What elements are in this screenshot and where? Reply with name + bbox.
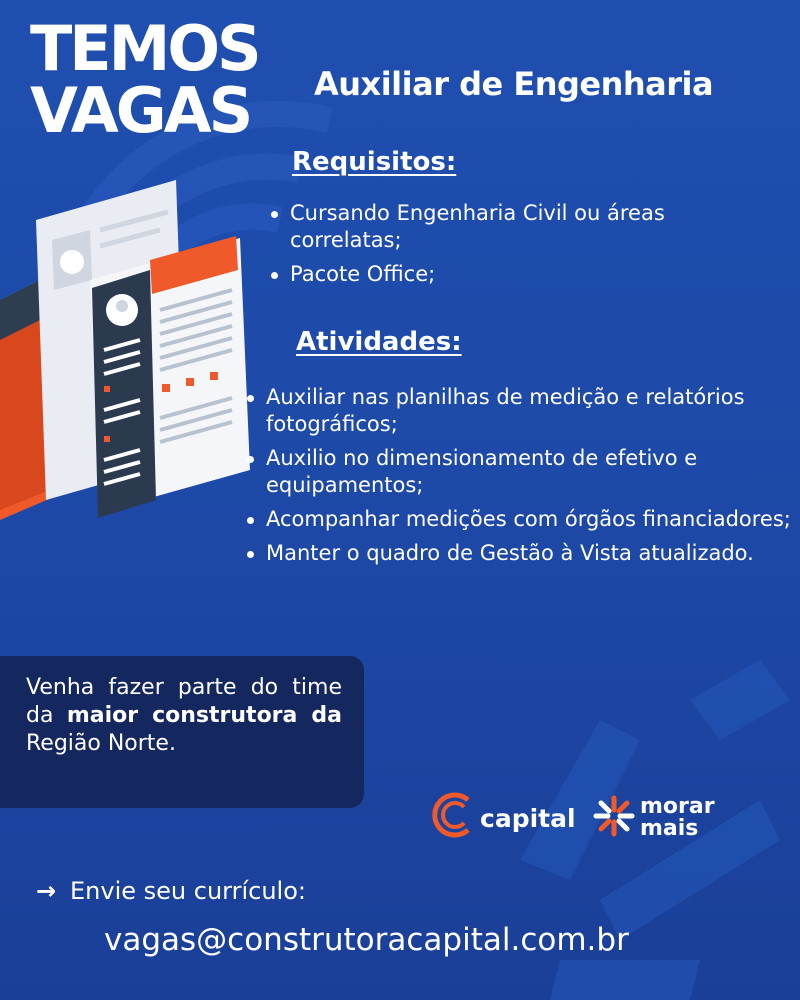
send-resume-label: Envie seu currículo: bbox=[70, 877, 306, 905]
morar-mais-logo bbox=[592, 794, 715, 842]
capital-logo bbox=[432, 790, 576, 850]
morar-wordmark-line-1: morar bbox=[640, 794, 715, 819]
contact-email-link[interactable]: vagas@construtoracapital.com.br bbox=[104, 922, 629, 958]
headline bbox=[30, 12, 259, 147]
brand-logos bbox=[432, 790, 752, 850]
morar-wordmark-line-2: mais bbox=[640, 816, 699, 841]
resume-documents-illustration bbox=[0, 170, 260, 530]
activities-list bbox=[240, 384, 800, 574]
activity-item: Acompanhar medições com órgãos financiadores; bbox=[266, 506, 800, 533]
headline-line-2: VAGAS bbox=[30, 74, 251, 147]
cta-text-part-2: Região Norte. bbox=[26, 731, 176, 756]
activity-item: Manter o quadro de Gestão à Vista atualizado. bbox=[266, 540, 800, 567]
activity-item: Auxilio no dimensionamento de efetivo e equipamentos; bbox=[266, 445, 800, 499]
call-to-action-text bbox=[26, 674, 342, 758]
cta-text-bold: maior construtora da bbox=[66, 703, 342, 728]
requirements-title: Requisitos: bbox=[292, 147, 457, 177]
morar-mais-wordmark bbox=[640, 796, 715, 840]
job-title: Auxiliar de Engenharia bbox=[314, 65, 714, 103]
headline-line-1: TEMOS bbox=[30, 12, 259, 85]
capital-wordmark: capital bbox=[480, 804, 576, 833]
arrow-right-icon: → bbox=[36, 877, 57, 905]
cta-text-part-1: Venha fazer parte do time da bbox=[26, 675, 342, 728]
morar-mais-star-icon bbox=[592, 794, 636, 838]
requirements-list bbox=[264, 200, 770, 295]
activity-item: Auxiliar nas planilhas de medição e relatórios fotográficos; bbox=[266, 384, 800, 438]
requirement-item: Cursando Engenharia Civil ou áreas correlatas; bbox=[290, 200, 770, 254]
call-to-action-box bbox=[0, 656, 364, 808]
requirement-item: Pacote Office; bbox=[290, 261, 770, 288]
activities-title: Atividades: bbox=[296, 327, 462, 357]
send-resume-line bbox=[36, 876, 306, 906]
capital-c-icon bbox=[432, 790, 476, 840]
